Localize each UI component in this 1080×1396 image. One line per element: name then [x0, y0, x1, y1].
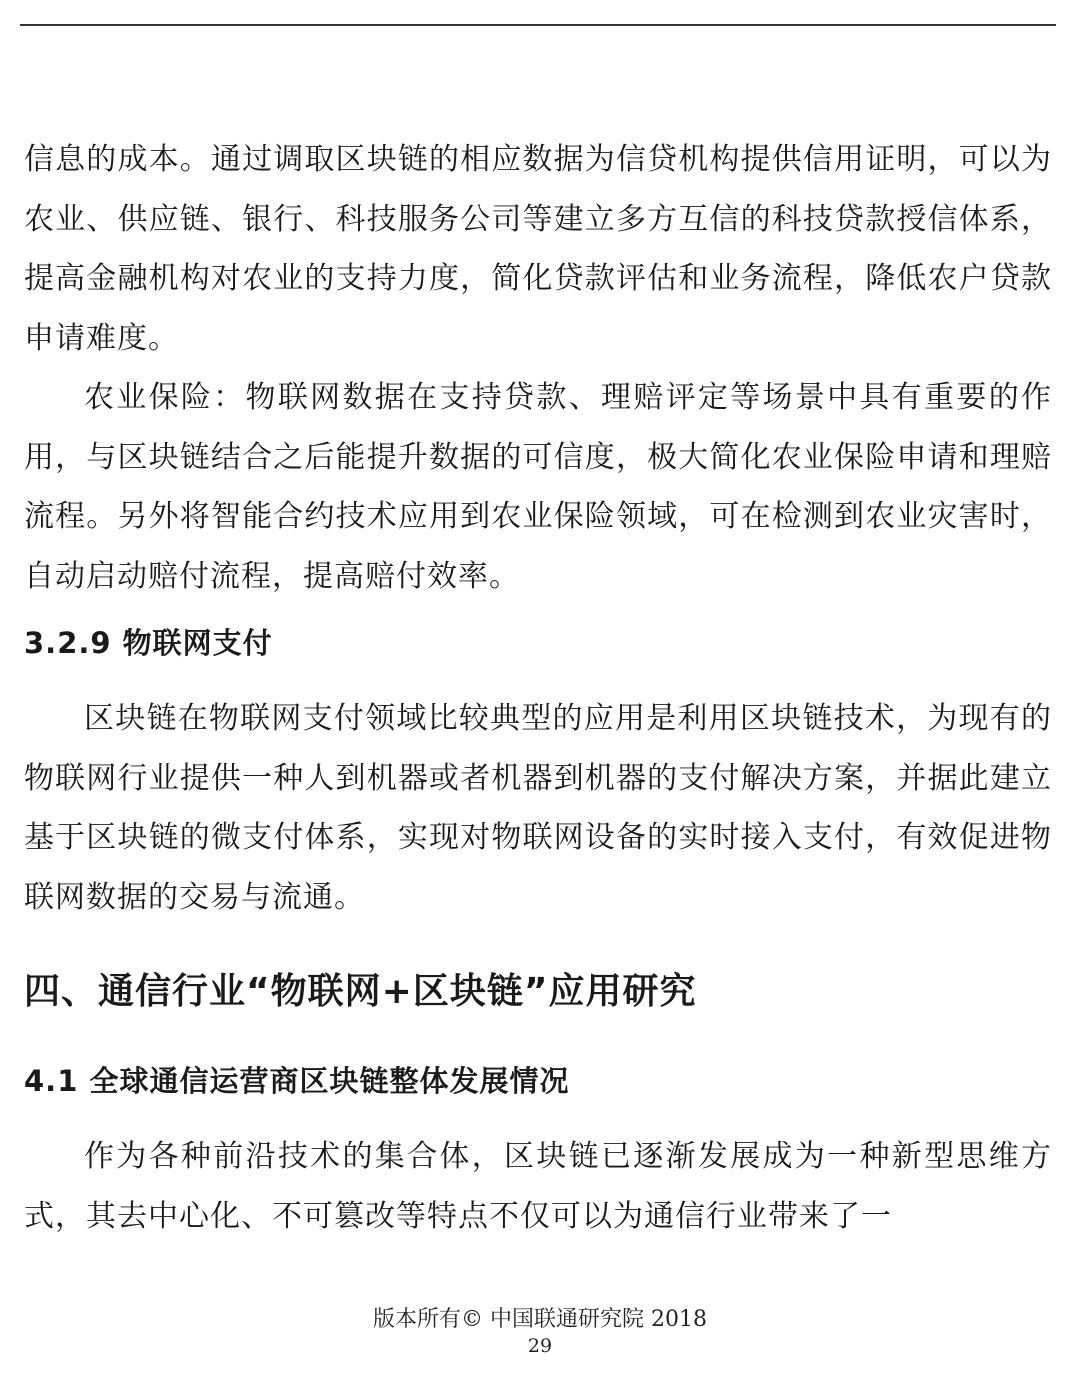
paragraph-iot-payment: 区块链在物联网支付领域比较典型的应用是利用区块链技术，为现有的物联网行业提供一种人到机器或者机器到机器的支付解决方案，并据此建立基于区块链的微支付体系，实现对物联网设备的实时接入支付，有效促进物联网数据的交易与流通。	[24, 701, 1052, 915]
header-rule	[20, 24, 1056, 26]
footer-copyright: 版本所有© 中国联通研究院 2018	[373, 1307, 707, 1332]
heading-3-2-9: 3.2.9 物联网支付	[24, 626, 273, 660]
paragraph-credit-info: 信息的成本。通过调取区块链的相应数据为信贷机构提供信用证明，可以为农业、供应链、银行、科技服务公司等建立多方互信的科技贷款授信体系，提高金融机构对农业的支持力度，简化贷款评估和业务流程，降低农户贷款申请难度。	[24, 142, 1052, 356]
heading-4-1: 4.1 全球通信运营商区块链整体发展情况	[24, 1064, 570, 1098]
document-body	[24, 130, 1052, 1246]
page-number: 29	[527, 1335, 553, 1357]
paragraph-blockchain-intro: 作为各种前沿技术的集合体，区块链已逐渐发展成为一种新型思维方式，其去中心化、不可篡改等特点不仅可以为通信行业带来了一	[24, 1139, 1052, 1234]
paragraph-agri-insurance: 农业保险：物联网数据在支持贷款、理赔评定等场景中具有重要的作用，与区块链结合之后能提升数据的可信度，极大简化农业保险申请和理赔流程。另外将智能合约技术应用到农业保险领域，可在检测到农业灾害时，自动启动赔付流程，提高赔付效率。	[24, 380, 1052, 594]
heading-chapter-4: 四、通信行业“物联网+区块链”应用研究	[24, 971, 697, 1012]
